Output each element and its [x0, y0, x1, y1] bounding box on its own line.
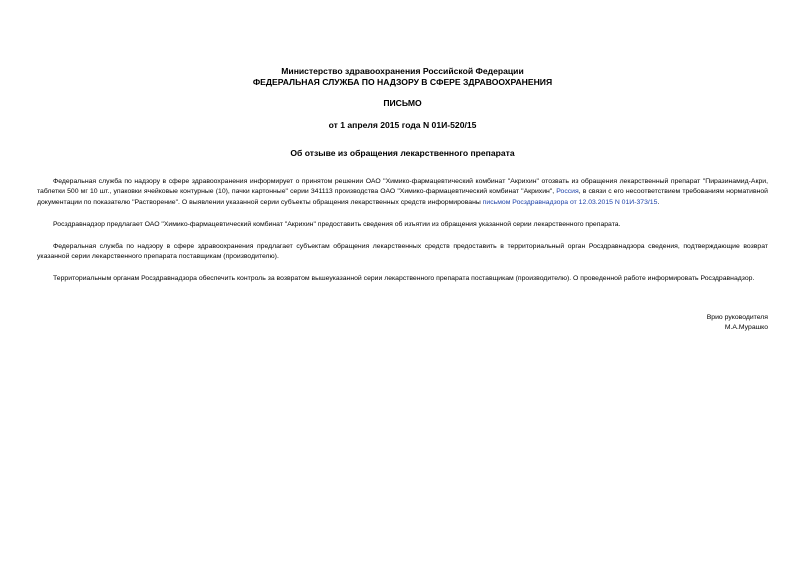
paragraph-1-text-a: Федеральная служба по надзору в сфере здравоохранения информирует о принятом решении ОАО "Химико-фармацевтический комбинат "Акрихин" отозвать из обращения лекарственный препарат "Пиразинамид-Акри, таблетки 500 мг 10 шт., упаковки ячейковые контурные (10), пачки картонные" серии 341113 производства ОАО "Химико-фармацевтический комбинат "Акрихин", — [37, 177, 768, 196]
document-date-number: от 1 апреля 2015 года N 01И-520/15 — [328, 119, 477, 130]
document-body — [37, 177, 768, 286]
service-name: ФЕДЕРАЛЬНАЯ СЛУЖБА ПО НАДЗОРУ В СФЕРЕ ЗДРАВООХРАНЕНИЯ — [252, 76, 553, 87]
referenced-letter-link[interactable]: письмом Росздравнадзора от 12.03.2015 N 01И-373/15 — [482, 199, 658, 207]
document-page — [37, 66, 768, 333]
paragraph-2: Росздравнадзор предлагает ОАО "Химико-фармацевтический комбинат "Акрихин" предоставить сведения об изъятии из обращения указанной серии лекарственного препарата. — [53, 220, 621, 228]
paragraph-1 — [37, 177, 768, 209]
signatory-position: Врио руководителя — [706, 314, 768, 322]
paragraph-1-text-b: , в связи с его несоответствием требованиям нормативной документации по показателю "Растворение". О выявлении указанной серии субъекты обращения лекарственных средств информированы — [37, 188, 768, 207]
document-subject: Об отзыве из обращения лекарственного препарата — [290, 148, 515, 158]
country-link[interactable]: Россия — [556, 188, 579, 196]
signature-block — [37, 313, 768, 333]
ministry-name: Министерство здравоохранения Российской Федерации — [281, 66, 524, 76]
document-type: ПИСЬМО — [383, 98, 422, 108]
signatory-name: М.А.Мурашко — [724, 324, 768, 332]
paragraph-4: Территориальным органам Росздравнадзора обеспечить контроль за возвратом вышеуказанной серии лекарственного препарата поставщикам (производителю). О проведенной работе информировать Росздравнадзор. — [53, 275, 755, 283]
paragraph-3: Федеральная служба по надзору в сфере здравоохранения предлагает субъектам обращения лекарственных средств предоставить в территориальный орган Росздравнадзора сведения, подтверждающие возврат указанной серии лекарственного препарата поставщикам (производителю). — [37, 242, 768, 261]
paragraph-1-text-c: . — [657, 199, 660, 207]
